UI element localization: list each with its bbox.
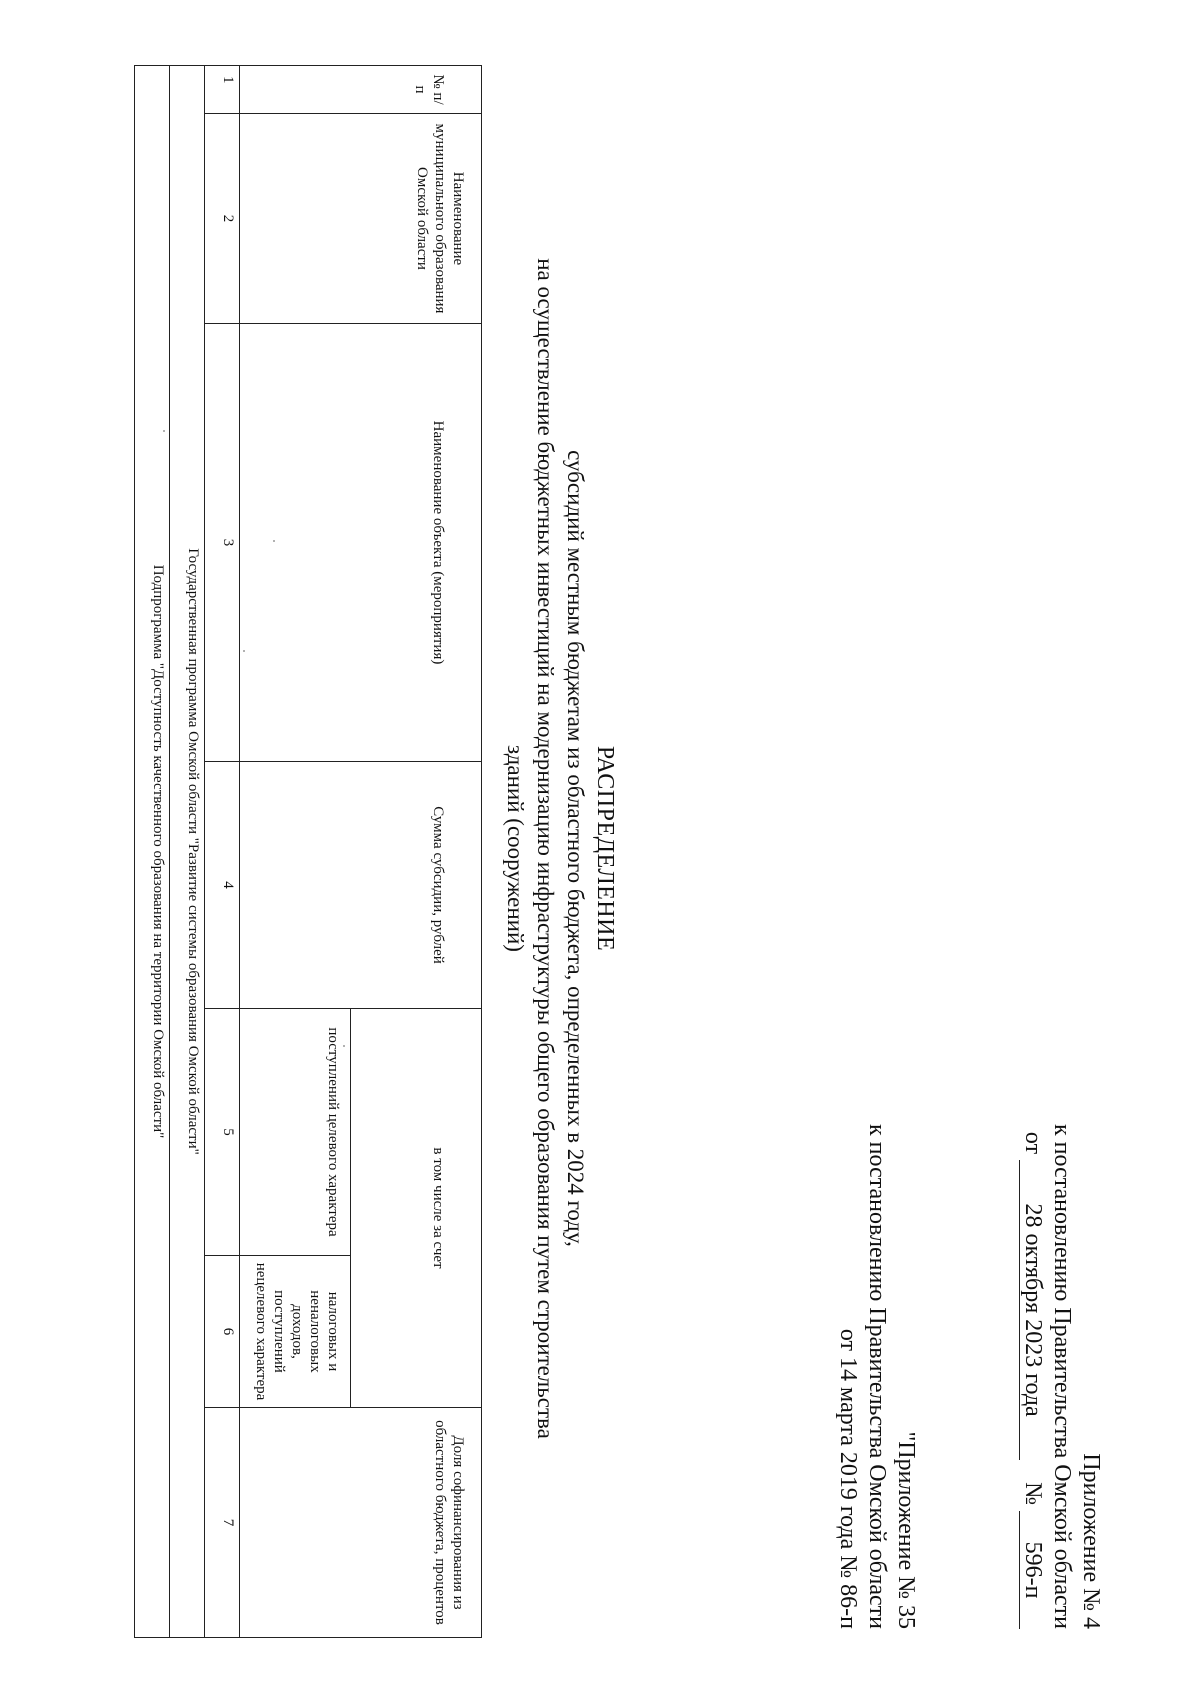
title-line-4: зданий (сооружений) [503,745,528,952]
header-municipality: Наименование муниципального образования Омской области [240,114,482,324]
column-number: 4 [205,762,240,1009]
scan-speck [243,650,245,652]
state-program-title: Государственная программа Омской области "Развитие системы образования Омской области" [170,66,205,1638]
column-number: 7 [205,1408,240,1638]
original-resolution-date: от 14 марта 2019 года № 86-п [835,1328,861,1629]
header-number: № п/п [240,66,482,114]
subprogram-row [135,66,170,1638]
appendix-original-block [833,1124,920,1629]
title-heading: РАСПРЕДЕЛЕНИЕ [592,745,618,952]
number-label: № [1020,1482,1046,1505]
document-title [500,60,620,1637]
resolution-date: 28 октября 2023 года [1019,1160,1046,1460]
column-number: 5 [205,1009,240,1256]
table-header-row [351,66,482,1638]
column-number: 3 [205,324,240,762]
appendix-date-line [1018,1124,1047,1629]
scan-speck [273,540,275,542]
column-number: 2 [205,114,240,324]
original-appendix-number: "Приложение № 35 [893,1431,919,1629]
header-including-from: в том числе за счет [351,1009,482,1408]
header-targeted-revenue: поступлений целевого характера [240,1009,351,1256]
distribution-table [134,65,482,1638]
column-numbers-row [205,66,240,1638]
header-cofinancing-share: Доля софинансирования из областного бюджета, процентов [240,1408,482,1638]
header-object-name: Наименование объекта (мероприятия) [240,324,482,762]
original-resolution-ref: к постановлению Правительства Омской области [864,1123,890,1629]
scan-speck [343,1045,345,1047]
header-subsidy-amount: Сумма субсидии, рублей [240,762,482,1009]
appendix-current-block [1018,1124,1105,1629]
header-tax-nontax-revenue: налоговых и неналоговых доходов, поступлений нецелевого характера [240,1256,351,1408]
scan-speck [163,430,165,432]
column-number: 6 [205,1256,240,1408]
appendix-resolution-ref: к постановлению Правительства Омской области [1049,1123,1075,1629]
title-line-2: субсидий местным бюджетам из областного бюджета, определенных в 2024 году, [563,450,588,1247]
resolution-number: 596-п [1019,1511,1046,1629]
subprogram-title: Подпрограмма "Доступность качественного образования на территории Омской области" [135,66,170,1638]
appendix-number: Приложение № 4 [1078,1453,1104,1629]
from-label: от [1020,1131,1046,1155]
column-number: 1 [205,66,240,114]
state-program-row [170,66,205,1638]
title-line-3: на осуществление бюджетных инвестиций на модернизацию инфраструктуры общего образования путем строительства [533,258,558,1439]
